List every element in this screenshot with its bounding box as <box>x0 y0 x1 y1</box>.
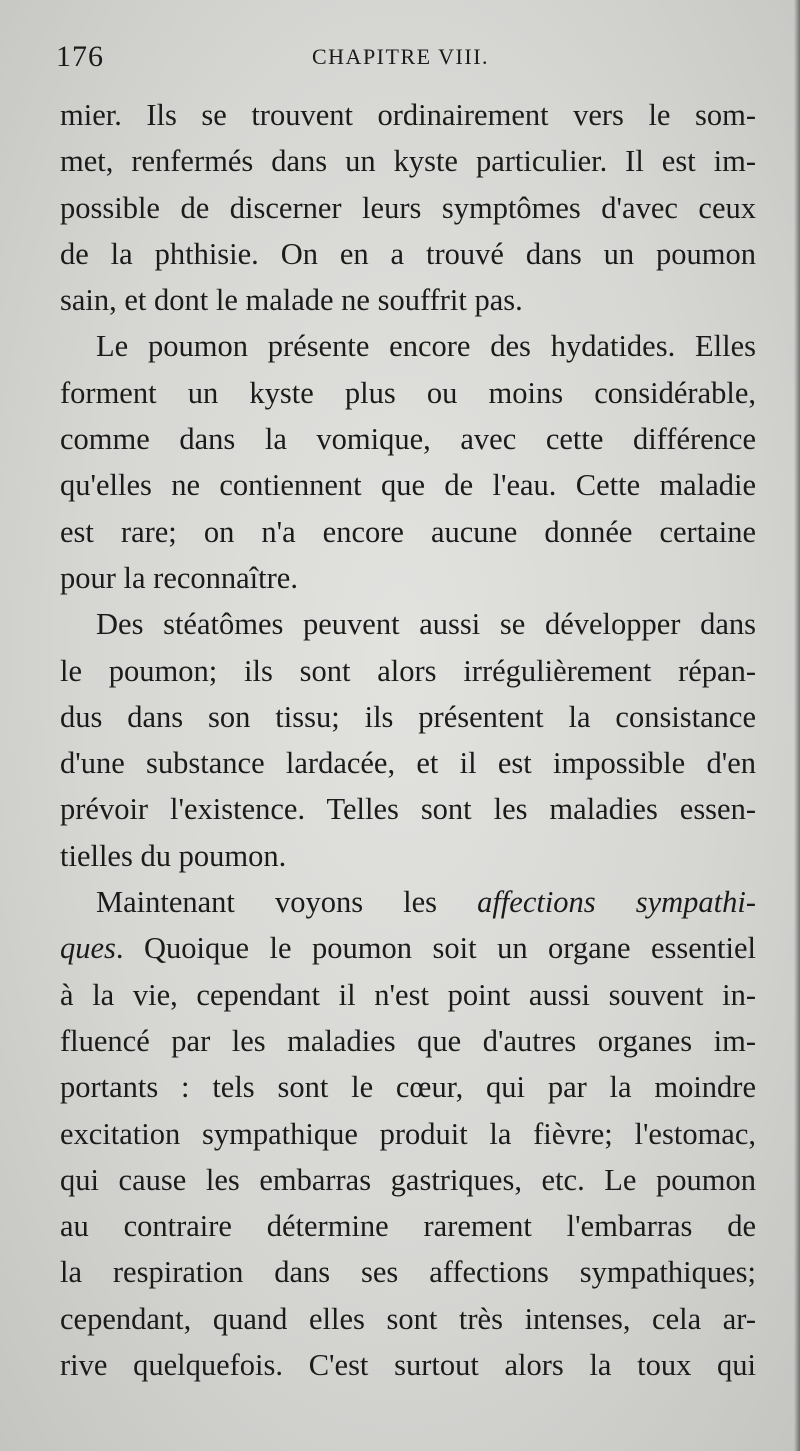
text-segment: . Quoique le poumon soit un organe essentiel <box>115 931 756 966</box>
italic-phrase: ques <box>60 931 116 966</box>
running-head: CHAPITRE VIII. <box>312 44 490 69</box>
text-line: possible de discerner leurs symptômes d'avec ceux <box>60 190 756 225</box>
text-line: prévoir l'existence. Telles sont les maladies essen- <box>60 792 756 827</box>
italic-phrase: affections sympathi- <box>477 885 757 920</box>
text-line: portants : tels sont le cœur, qui par la moindre <box>60 1070 756 1105</box>
body-text <box>60 92 756 1388</box>
text-line: sain, et dont le malade ne souffrit pas. <box>60 283 523 318</box>
text-line: Le poumon présente encore des hydatides. Elles <box>96 329 756 364</box>
text-line: à la vie, cependant il n'est point aussi souvent in- <box>60 977 756 1012</box>
text-line: la respiration dans ses affections sympathiques; <box>60 1255 756 1290</box>
text-line: fluencé par les maladies que d'autres organes im- <box>60 1023 756 1058</box>
text-line: d'une substance lardacée, et il est impossible d'en <box>60 746 756 781</box>
text-line: pour la reconnaître. <box>60 560 298 595</box>
text-line: met, renfermés dans un kyste particulier. Il est im- <box>60 144 756 179</box>
text-line: rive quelquefois. C'est surtout alors la toux qui <box>60 1348 756 1383</box>
text-line: comme dans la vomique, avec cette différence <box>60 422 756 457</box>
text-line: tielles du poumon. <box>60 838 287 873</box>
text-line: mier. Ils se trouvent ordinairement vers le som- <box>60 98 756 132</box>
text-line: est rare; on n'a encore aucune donnée certaine <box>60 514 756 549</box>
page-header <box>56 40 750 80</box>
text-line: excitation sympathique produit la fièvre; l'estomac, <box>60 1116 756 1151</box>
text-segment: Maintenant voyons les <box>96 885 438 920</box>
text-line: qu'elles ne contiennent que de l'eau. Cette maladie <box>60 468 756 503</box>
text-line: qui cause les embarras gastriques, etc. Le poumon <box>60 1162 756 1197</box>
text-line: cependant, quand elles sont très intenses, cela ar- <box>60 1301 756 1336</box>
text-line: le poumon; ils sont alors irrégulièrement répan- <box>60 653 756 688</box>
text-line: de la phthisie. On en a trouvé dans un poumon <box>60 236 756 271</box>
text-line: dus dans son tissu; ils présentent la consistance <box>60 699 756 734</box>
text-line: au contraire détermine rarement l'embarras de <box>60 1209 756 1244</box>
text-line <box>60 879 756 925</box>
page-number: 176 <box>56 40 104 73</box>
text-line: Des stéatômes peuvent aussi se développer dans <box>96 607 756 642</box>
text-line: forment un kyste plus ou moins considérable, <box>60 375 756 410</box>
text-line <box>60 925 756 971</box>
